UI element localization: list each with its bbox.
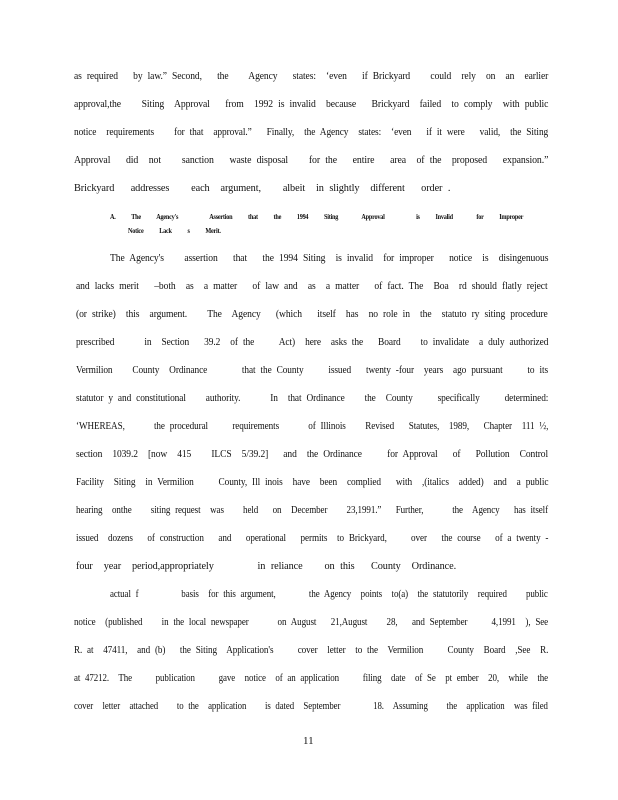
body-text-line: actual f basis for this argument, the Agency points to(a) the statutorily required public [110, 589, 548, 600]
body-text-line: approval,the Siting Approval from 1992 is invalid because Brickyard failed to comply with public [74, 99, 549, 110]
section-heading-line: A. The Agency's Assertion that the 1994 Siting Approval is Invalid for Improper [110, 212, 524, 221]
body-text-line: issued dozens of construction and operational permits to Brickyard, over the course of a twenty - [76, 533, 549, 544]
body-text-line: notice (published in the local newspaper on August 21,August 28, and September 4,1991 ), See [74, 617, 549, 628]
body-text-line: (or strike) this argument. The Agency (which itself has no role in the statuto ry siting procedure [76, 309, 548, 320]
body-text-line: statutor y and constitutional authority. In that Ordinance the County specifically determined: [76, 393, 549, 404]
body-text-line: four year period,appropriately in reliance on this County Ordinance. [76, 561, 457, 572]
body-text-line: notice requirements for that approval.” Finally, the Agency states: ‘even if it were valid, the Siting [74, 127, 549, 138]
body-text-line: cover letter attached to the application is dated September 18. Assuming the application was filed [74, 701, 548, 712]
body-text-line: at 47212. The publication gave notice of an application filing date of Se pt ember 20, while the [74, 673, 549, 684]
body-text-line: The Agency's assertion that the 1994 Siting is invalid for improper notice is disingenuous [110, 253, 549, 264]
section-heading-line: Notice Lack s Merit. [128, 226, 221, 235]
body-text-line: Approval did not sanction waste disposal for the entire area of the proposed expansion.” [74, 155, 549, 166]
body-text-line: and lacks merit –both as a matter of law and as a matter of fact. The Boa rd should flatly reject [76, 281, 548, 292]
body-text-line: Facility Siting in Vermilion County, Ill inois have been complied with ,(italics added) and a public [76, 477, 549, 488]
body-text-line: ‘WHEREAS, the procedural requirements of Illinois Revised Statutes, 1989, Chapter 111 ½, [76, 421, 549, 432]
body-text-line: R. at 47411, and (b) the Siting Application's cover letter to the Vermilion County Board ,See R. [74, 645, 549, 656]
page-number: 11 [303, 735, 314, 747]
body-text-line: Brickyard addresses each argument, albeit in slightly different order . [74, 183, 451, 194]
body-text-line: as required by law.” Second, the Agency states: ‘even if Brickyard could rely on an earlier [74, 71, 549, 82]
body-text-line: Vermilion County Ordinance that the County issued twenty -four years ago pursuant to its [76, 365, 549, 376]
body-text-line: prescribed in Section 39.2 of the Act) here asks the Board to invalidate a duly authorized [76, 337, 549, 348]
body-text-line: section 1039.2 [now 415 ILCS 5/39.2] and the Ordinance for Approval of Pollution Control [76, 449, 549, 460]
body-text-line: hearing onthe siting request was held on December 23,1991.” Further, the Agency has itself [76, 505, 549, 516]
